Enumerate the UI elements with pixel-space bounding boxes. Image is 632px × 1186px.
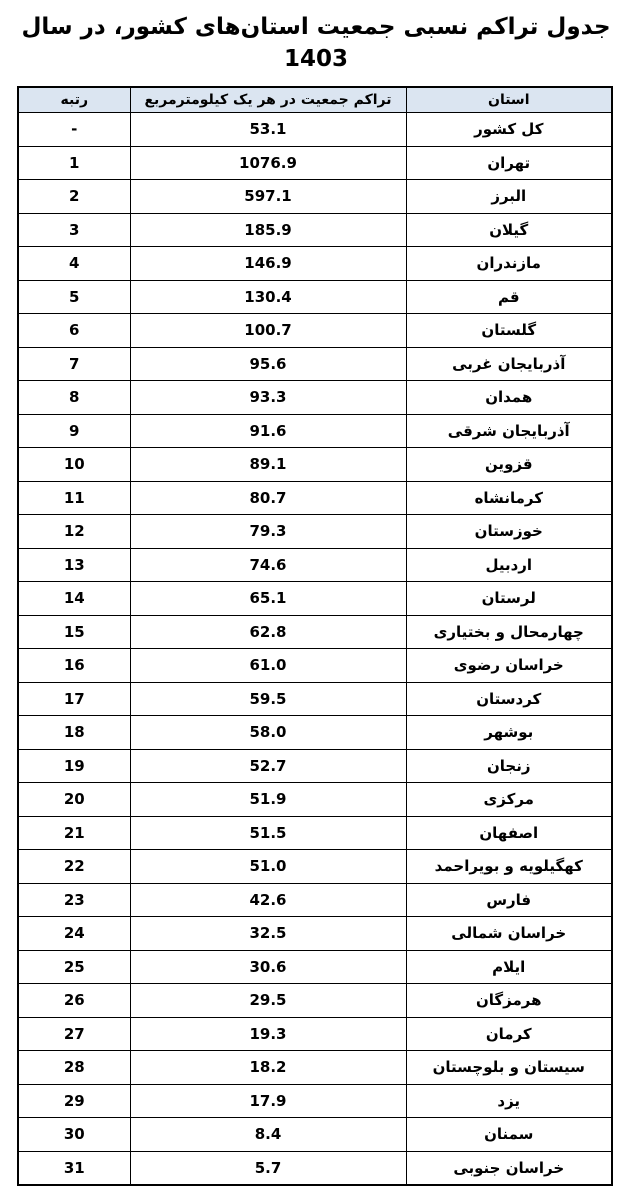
density-cell: 62.8 bbox=[130, 615, 406, 649]
density-cell: 130.4 bbox=[130, 280, 406, 314]
rank-cell: 21 bbox=[18, 816, 130, 850]
province-cell: قم bbox=[406, 280, 612, 314]
density-cell: 74.6 bbox=[130, 548, 406, 582]
rank-cell: 27 bbox=[18, 1017, 130, 1051]
density-cell: 32.5 bbox=[130, 917, 406, 951]
table-row bbox=[18, 615, 612, 649]
column-header-density: تراکم جمعیت در هر یک کیلومترمربع bbox=[130, 87, 406, 113]
province-cell: خراسان رضوی bbox=[406, 649, 612, 683]
density-cell: 8.4 bbox=[130, 1118, 406, 1152]
province-cell: زنجان bbox=[406, 749, 612, 783]
density-cell: 91.6 bbox=[130, 414, 406, 448]
density-cell: 42.6 bbox=[130, 883, 406, 917]
table-row bbox=[18, 180, 612, 214]
province-cell: آذربایجان غربی bbox=[406, 347, 612, 381]
table-row bbox=[18, 1118, 612, 1152]
rank-cell: 1 bbox=[18, 146, 130, 180]
province-cell: یزد bbox=[406, 1084, 612, 1118]
rank-cell: 9 bbox=[18, 414, 130, 448]
density-cell: 1076.9 bbox=[130, 146, 406, 180]
province-cell: خراسان شمالی bbox=[406, 917, 612, 951]
rank-cell: 14 bbox=[18, 582, 130, 616]
density-cell: 146.9 bbox=[130, 247, 406, 281]
table-row bbox=[18, 950, 612, 984]
density-cell: 65.1 bbox=[130, 582, 406, 616]
province-cell: مازندران bbox=[406, 247, 612, 281]
density-table bbox=[17, 86, 613, 1186]
column-header-rank: رتبه bbox=[18, 87, 130, 113]
table-row bbox=[18, 347, 612, 381]
table-row bbox=[18, 649, 612, 683]
province-cell: گیلان bbox=[406, 213, 612, 247]
province-cell: البرز bbox=[406, 180, 612, 214]
density-cell: 100.7 bbox=[130, 314, 406, 348]
density-cell: 58.0 bbox=[130, 716, 406, 750]
rank-cell: 12 bbox=[18, 515, 130, 549]
province-cell: مرکزی bbox=[406, 783, 612, 817]
table-row bbox=[18, 280, 612, 314]
rank-cell: 5 bbox=[18, 280, 130, 314]
table-row bbox=[18, 850, 612, 884]
table-row bbox=[18, 984, 612, 1018]
province-cell: لرستان bbox=[406, 582, 612, 616]
rank-cell: 28 bbox=[18, 1051, 130, 1085]
rank-cell: 13 bbox=[18, 548, 130, 582]
rank-cell: 23 bbox=[18, 883, 130, 917]
province-cell: اصفهان bbox=[406, 816, 612, 850]
table-header bbox=[18, 87, 612, 113]
density-cell: 17.9 bbox=[130, 1084, 406, 1118]
density-cell: 53.1 bbox=[130, 113, 406, 147]
province-cell: تهران bbox=[406, 146, 612, 180]
province-cell: هرمزگان bbox=[406, 984, 612, 1018]
rank-cell: 19 bbox=[18, 749, 130, 783]
rank-cell: 10 bbox=[18, 448, 130, 482]
density-cell: 5.7 bbox=[130, 1151, 406, 1185]
density-cell: 93.3 bbox=[130, 381, 406, 415]
table-row bbox=[18, 146, 612, 180]
table-row bbox=[18, 381, 612, 415]
rank-cell: 8 bbox=[18, 381, 130, 415]
density-cell: 18.2 bbox=[130, 1051, 406, 1085]
province-cell: سمنان bbox=[406, 1118, 612, 1152]
table-row bbox=[18, 1017, 612, 1051]
density-cell: 51.5 bbox=[130, 816, 406, 850]
rank-cell: 15 bbox=[18, 615, 130, 649]
table-row bbox=[18, 783, 612, 817]
density-cell: 597.1 bbox=[130, 180, 406, 214]
table-row bbox=[18, 515, 612, 549]
density-cell: 19.3 bbox=[130, 1017, 406, 1051]
rank-cell: 6 bbox=[18, 314, 130, 348]
province-cell: بوشهر bbox=[406, 716, 612, 750]
table-row bbox=[18, 247, 612, 281]
density-cell: 30.6 bbox=[130, 950, 406, 984]
province-cell: ایلام bbox=[406, 950, 612, 984]
rank-cell: 4 bbox=[18, 247, 130, 281]
table-row bbox=[18, 213, 612, 247]
rank-cell: 31 bbox=[18, 1151, 130, 1185]
table-row bbox=[18, 716, 612, 750]
table-row bbox=[18, 749, 612, 783]
column-header-province: استان bbox=[406, 87, 612, 113]
province-cell: کل کشور bbox=[406, 113, 612, 147]
table-body bbox=[18, 113, 612, 1186]
rank-cell: 11 bbox=[18, 481, 130, 515]
province-cell: کهگیلویه و بویراحمد bbox=[406, 850, 612, 884]
province-cell: خراسان جنوبی bbox=[406, 1151, 612, 1185]
table-row bbox=[18, 1084, 612, 1118]
table-row bbox=[18, 917, 612, 951]
density-cell: 185.9 bbox=[130, 213, 406, 247]
province-cell: قزوین bbox=[406, 448, 612, 482]
rank-cell: 2 bbox=[18, 180, 130, 214]
rank-cell: 3 bbox=[18, 213, 130, 247]
density-cell: 80.7 bbox=[130, 481, 406, 515]
density-cell: 79.3 bbox=[130, 515, 406, 549]
density-cell: 51.9 bbox=[130, 783, 406, 817]
rank-cell: - bbox=[18, 113, 130, 147]
province-cell: کرمانشاه bbox=[406, 481, 612, 515]
density-cell: 59.5 bbox=[130, 682, 406, 716]
header-row bbox=[18, 87, 612, 113]
density-cell: 52.7 bbox=[130, 749, 406, 783]
rank-cell: 25 bbox=[18, 950, 130, 984]
rank-cell: 29 bbox=[18, 1084, 130, 1118]
province-cell: فارس bbox=[406, 883, 612, 917]
density-cell: 95.6 bbox=[130, 347, 406, 381]
density-cell: 29.5 bbox=[130, 984, 406, 1018]
province-cell: کردستان bbox=[406, 682, 612, 716]
rank-cell: 24 bbox=[18, 917, 130, 951]
table-row bbox=[18, 1151, 612, 1185]
rank-cell: 26 bbox=[18, 984, 130, 1018]
rank-cell: 7 bbox=[18, 347, 130, 381]
rank-cell: 17 bbox=[18, 682, 130, 716]
rank-cell: 20 bbox=[18, 783, 130, 817]
table-row bbox=[18, 1051, 612, 1085]
density-cell: 61.0 bbox=[130, 649, 406, 683]
province-cell: خوزستان bbox=[406, 515, 612, 549]
province-cell: کرمان bbox=[406, 1017, 612, 1051]
table-row bbox=[18, 883, 612, 917]
table-row bbox=[18, 314, 612, 348]
density-cell: 51.0 bbox=[130, 850, 406, 884]
table-row bbox=[18, 481, 612, 515]
rank-cell: 30 bbox=[18, 1118, 130, 1152]
page-title: جدول تراکم نسبی جمعیت استان‌های کشور، در سال 1403 bbox=[21, 14, 611, 72]
province-cell: گلستان bbox=[406, 314, 612, 348]
rank-cell: 18 bbox=[18, 716, 130, 750]
density-cell: 89.1 bbox=[130, 448, 406, 482]
province-cell: چهارمحال و بختیاری bbox=[406, 615, 612, 649]
table-row bbox=[18, 113, 612, 147]
table-row bbox=[18, 414, 612, 448]
table-row bbox=[18, 582, 612, 616]
table-row bbox=[18, 682, 612, 716]
table-row bbox=[18, 548, 612, 582]
rank-cell: 22 bbox=[18, 850, 130, 884]
province-cell: سیستان و بلوچستان bbox=[406, 1051, 612, 1085]
province-cell: همدان bbox=[406, 381, 612, 415]
province-cell: اردبیل bbox=[406, 548, 612, 582]
province-cell: آذربایجان شرقی bbox=[406, 414, 612, 448]
rank-cell: 16 bbox=[18, 649, 130, 683]
table-row bbox=[18, 448, 612, 482]
table-row bbox=[18, 816, 612, 850]
